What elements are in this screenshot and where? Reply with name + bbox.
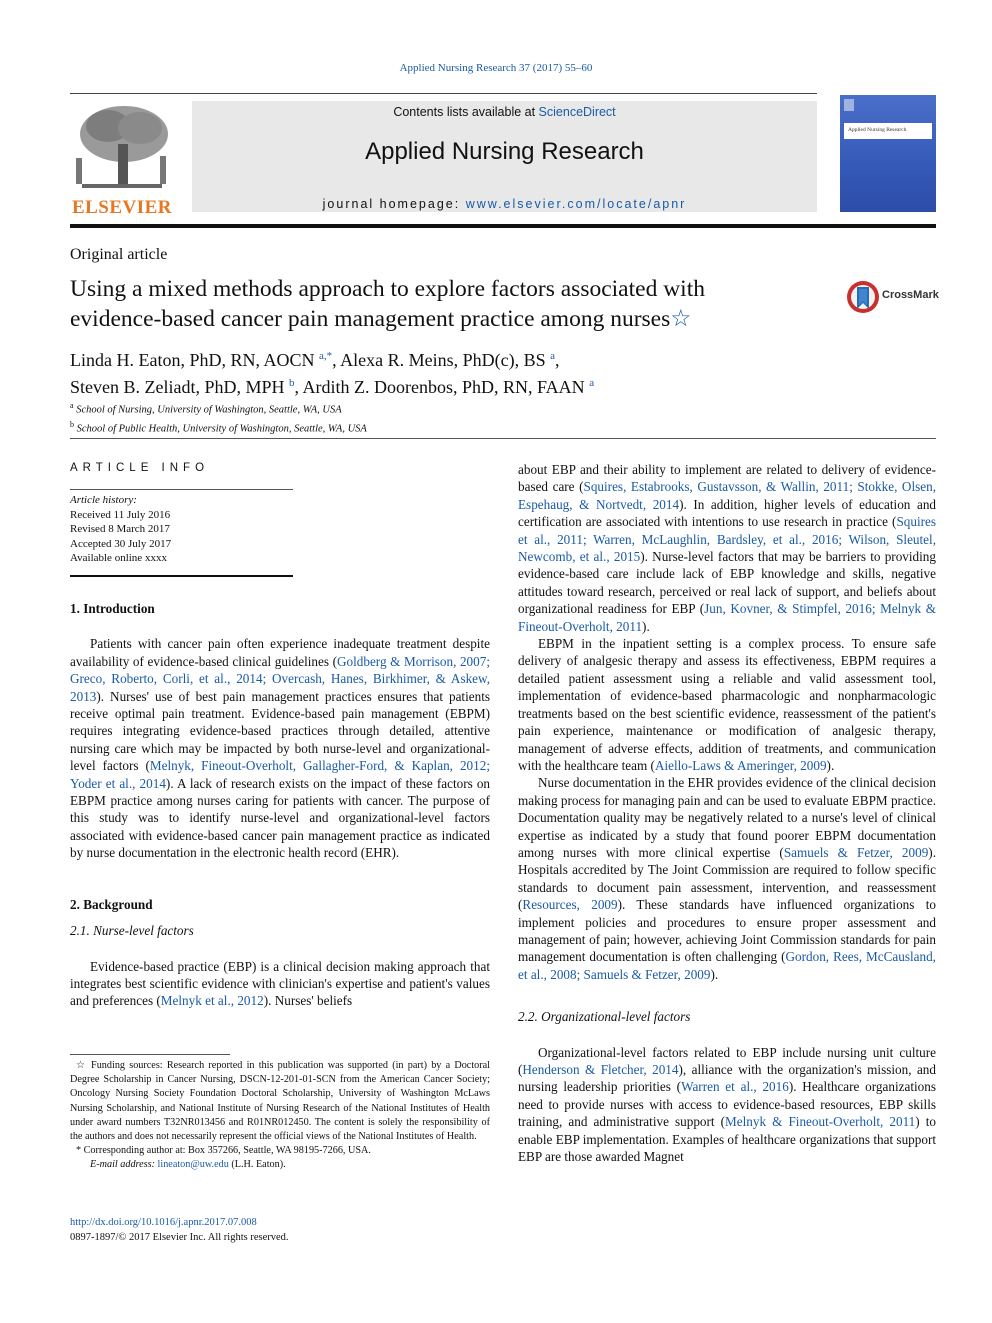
author-2: Alexa R. Meins, PhD(c), BS $^a$,: [340, 350, 560, 370]
corresponding-footnote: * Corresponding author at: Box 357266, Seattle, WA 98195-7266, USA.: [76, 1145, 371, 1157]
cover-mark: [844, 99, 854, 111]
cover-title: Applied Nursing Research: [848, 127, 907, 133]
doi-block: [70, 1215, 289, 1245]
crossmark-label: CrossMark: [882, 289, 939, 301]
header-top-rule: [70, 93, 817, 94]
article-info-bottom-rule: [70, 575, 293, 577]
history-revised: Revised 8 March 2017: [70, 523, 170, 535]
history-label: Article history:: [70, 494, 137, 506]
email-footnote: E-mail address: lineaton@uw.edu (L.H. Eaton).: [90, 1159, 286, 1171]
crossmark-icon: [846, 279, 880, 315]
article-type: Original article: [70, 246, 168, 263]
citation-link[interactable]: Melnyk et al., 2012: [160, 993, 264, 1009]
author-3-sup[interactable]: b: [289, 377, 295, 389]
background-paragraph: Evidence-based practice (EBP) is a clinical decision making approach that integrates best scientific evidence with clinician's expertise and patient's values and preferences (Melnyk et al., 2012). Nurses' beliefs: [70, 958, 490, 1009]
funding-footnote: ☆ Funding sources: Research reported in this publication was supported (in part) by a Doctoral Degree Scholarship in Cancer Nursing, DSCN-12-201-01-SCN from the American Cancer Society; Oncology Nursing Society Foundation Doctoral Scholarship, University of Washington McLaws Nursing Scholarship, and National Institute of Nursing Research of the National Institutes of Health under award numbers T32NR013456 and R01NR012450. The content is solely the responsibility of the authors and does not necessarily represent the official views of the National Institutes of Health.: [70, 1060, 490, 1143]
history-online: Available online xxxx: [70, 552, 167, 564]
nurse-level-paragraph: about EBP and their ability to implement are related to delivery of evidence-based care (Squires, Estabrooks, Gustavsson, & Wallin, 2011; Stokke, Olsen, Espehaug, & Nortvedt, 2014). In addition, higher levels of education and certification are associated with intentions to use research in practice (Squires et al., 2011; Warren, McLaughlin, Bardsley, et al., 2016; Wilson, Sleutel, Newcomb, et al., 2015). Nurse-level factors that may be barriers to providing evidence-based care include lack of EBP knowledge and skills, negative attitudes toward research, perceived or real lack of support, and beliefs about organizational readiness for EBP (Jun, Kovner, & Stimpfel, 2016; Melnyk & Fineout-Overholt, 2011).: [518, 462, 937, 634]
author-4: Ardith Z. Doorenbos, PhD, RN, FAAN $^a$: [302, 377, 595, 397]
homepage-link[interactable]: www.elsevier.com/locate/apnr: [465, 197, 687, 211]
doi-link[interactable]: http://dx.doi.org/10.1016/j.apnr.2017.07.008: [70, 1217, 257, 1228]
left-column: [70, 600, 490, 1010]
citation-link[interactable]: Melnyk & Fineout-Overholt, 2011: [725, 1114, 916, 1130]
homepage-prefix: journal homepage:: [322, 197, 466, 211]
citation-link[interactable]: Henderson & Fletcher, 2014: [522, 1062, 679, 1077]
copyright: 0897-1897/© 2017 Elsevier Inc. All rights reserved.: [70, 1232, 289, 1243]
citation-link[interactable]: Goldberg & Morrison, 2007; Greco, Roberto, Corli, et al., 2014; Overcash, Hanes, Birkhimer, & Askew, 2013: [70, 653, 490, 704]
email-link[interactable]: lineaton@uw.edu: [157, 1159, 229, 1171]
section-heading-background: 2. Background: [70, 896, 153, 912]
citation-link[interactable]: Resources, 2009: [522, 897, 618, 913]
article-history: [70, 493, 171, 566]
journal-homepage: [192, 197, 817, 211]
journal-cover-image: [840, 95, 936, 212]
journal-title: Applied Nursing Research: [365, 138, 644, 165]
affiliation-b: $^b$ School of Public Health, University of Washington, Seattle, WA, USA: [70, 419, 367, 434]
article-info-rule: [70, 489, 293, 490]
author-1: Linda H. Eaton, PhD, RN, AOCN $^{a,*}$,: [70, 350, 341, 370]
citation-link[interactable]: Squires, Estabrooks, Gustavsson, & Wallin, 2011; Stokke, Olsen, Espehaug, & Nortvedt, 2014: [518, 479, 936, 512]
author-3: Steven B. Zeliadt, PhD, MPH $^b$,: [70, 377, 303, 397]
intro-paragraph: Patients with cancer pain often experience inadequate treatment despite availability of evidence-based clinical guidelines (Goldberg & Morrison, 2007; Greco, Roberto, Corli, et al., 2014; Overcash, Hanes, Birkhimer, & Askew, 2013). Nurses' use of best pain management practices ensures that patients receive optimal pain treatment. Evidence-based pain management (EBPM) requires integrating evidence-based practices through detailed, attentive nursing care which may be impacted by both nurse-level and organizational-level factors (Melnyk, Fineout-Overholt, Gallagher-Ford, & Kaplan, 2012; Yoder et al., 2014). A lack of research exists on the impact of these factors on EBPM practice among nurses caring for patients with cancer. The purpose of this study was to identify nurse-level and organizational-level factors associated with evidence-based cancer pain management practice as indicated by nurse documentation in the electronic health record (EHR).: [70, 636, 491, 861]
footnote-rule: [70, 1054, 230, 1055]
contents-prefix: Contents lists available at: [393, 105, 539, 119]
citation-link[interactable]: Gordon, Rees, McCausland, et al., 2008; Samuels & Fetzer, 2009: [518, 949, 936, 982]
affiliation-a: $^a$ School of Nursing, University of Washington, Seattle, WA, USA: [70, 401, 342, 416]
author-list: [70, 345, 930, 399]
elsevier-wordmark: ELSEVIER: [71, 197, 173, 218]
history-received: Received 11 July 2016: [70, 508, 171, 521]
ebpm-paragraph: EBPM in the inpatient setting is a complex process. To ensure safe delivery of analgesic therapy and assess its effectiveness, EBPM requires a detailed patient assessment using a reliable and valid assessment tool, implementation of evidence-based pharmacologic and nonpharmacologic treatments based on the best scientific evidence, reassessment of the patient's pain experience, maintenance or modification of analgesic therapy, management of adverse effects, addition of treatments, and communication with the healthcare team (Aiello-Laws & Ameringer, 2009).: [518, 636, 936, 773]
title-line-1: Using a mixed methods approach to explore factors associated with: [70, 276, 705, 302]
title-line-2: evidence-based cancer pain management practice among nurses: [70, 306, 671, 332]
header-thick-rule: [70, 224, 936, 228]
citation-link[interactable]: Aiello-Laws & Ameringer, 2009: [654, 757, 827, 773]
affiliation-rule: [70, 438, 936, 439]
citation-link[interactable]: Warren et al., 2016: [681, 1079, 789, 1095]
article-info-heading: ARTICLE INFO: [70, 462, 210, 474]
author-2-sup[interactable]: a: [550, 350, 556, 362]
citation-link[interactable]: Squires et al., 2011; Warren, McLaughlin, Bardsley, et al., 2016; Wilson, Sleutel, Newcomb, et al., 2015: [518, 514, 936, 565]
section-heading-introduction: 1. Introduction: [70, 601, 155, 616]
organizational-paragraph: Organizational-level factors related to EBP include nursing unit culture (Henderson & Fletcher, 2014), alliance with the organization's mission, and nursing leadership priorities (Warren et al., 2016). Healthcare organizations need to provide nurses with access to evidence-based resources, EBP skills training, and administrative support (Melnyk & Fineout-Overholt, 2011) to enable EBP implementation. Examples of healthcare organizations that support EBP are those awarded Magnet: [518, 1044, 936, 1165]
citation-link[interactable]: Melnyk, Fineout-Overholt, Gallagher-Ford, & Kaplan, 2012; Yoder et al., 2014: [70, 758, 490, 791]
journal-reference[interactable]: Applied Nursing Research 37 (2017) 55–60: [399, 62, 593, 74]
crossmark-badge[interactable]: [846, 279, 938, 315]
article-title: [70, 274, 800, 334]
author-1-sup[interactable]: a,*: [319, 350, 333, 362]
author-4-sup[interactable]: a: [589, 377, 595, 389]
contents-line: [192, 105, 817, 119]
footnotes: [70, 1054, 490, 1173]
affiliations: [70, 399, 367, 436]
citation-link[interactable]: Jun, Kovner, & Stimpfel, 2016; Melnyk & Fineout-Overholt, 2011: [518, 601, 936, 634]
right-column: [518, 461, 936, 1165]
history-accepted: Accepted 30 July 2017: [70, 537, 172, 550]
documentation-paragraph: Nurse documentation in the EHR provides evidence of the clinical decision making process for managing pain and can be used to evaluate EBPM practice. Documentation quality may be negatively related to a nurse's level of clinical expertise as indicated by a study that found poorer EBPM documentation among nurses with more clinical expertise (Samuels & Fetzer, 2009). Hospitals accredited by The Joint Commission are required to follow specific standards to document pain assessment, intervention, and reassessment (Resources, 2009). These standards have influenced organizations to implement policies and procedures to ensure proper assessment and management of pain; however, achieving Joint Commission standards for pain management documentation is often challenging (Gordon, Rees, McCausland, et al., 2008; Samuels & Fetzer, 2009).: [518, 775, 937, 982]
sciencedirect-link[interactable]: ScienceDirect: [538, 105, 616, 119]
subsection-heading-nurse-level: 2.1. Nurse-level factors: [70, 923, 194, 939]
citation-link[interactable]: Samuels & Fetzer, 2009: [783, 844, 929, 860]
funding-star-icon[interactable]: ☆: [670, 306, 692, 332]
subsection-heading-organizational: 2.2. Organizational-level factors: [518, 1009, 691, 1025]
